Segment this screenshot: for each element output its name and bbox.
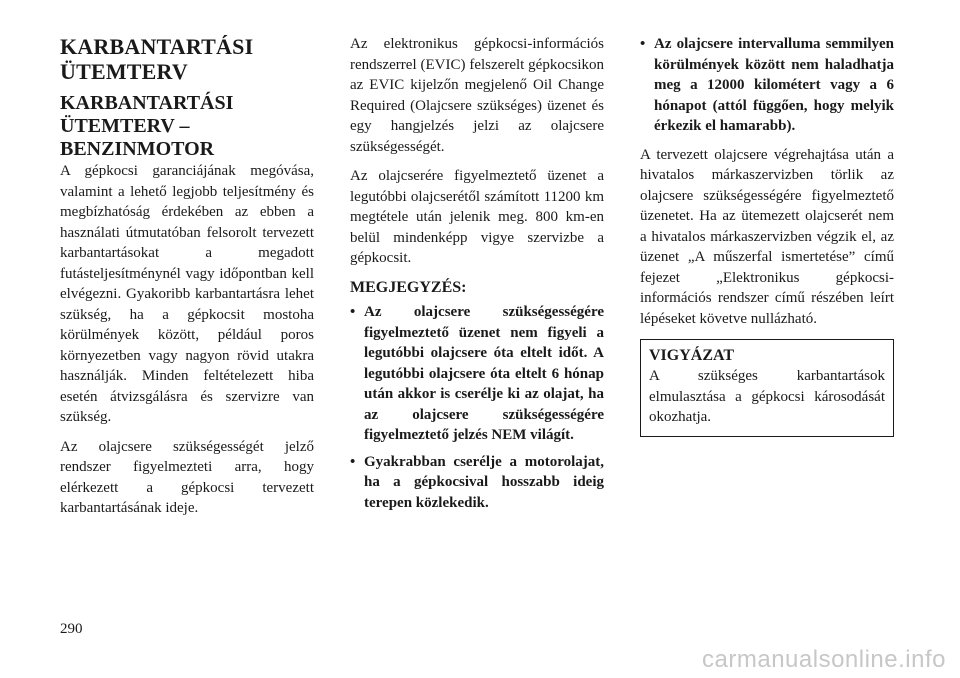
- oil-system-paragraph: Az olajcsere szükségességét jelző rendszer figyelmezteti arra, hogy elérkezett a gépkocsi tervezett karbantartásának ideje.: [60, 438, 314, 516]
- note-heading: MEGJEGYZÉS:: [350, 278, 467, 296]
- bullet-icon: •: [350, 453, 356, 470]
- evic-paragraph: Az elektronikus gépkocsi-információs rendszerrel (EVIC) felszerelt gépkocsikon az EVIC kijelzőn megjelenő Oil Change Required (Olajcsere szükséges) üzenet és egy hangjelzés jelzi az olajcsere szükségességét.: [350, 36, 604, 155]
- watermark: carmanualsonline.info: [702, 646, 946, 673]
- list-item: [350, 302, 604, 446]
- page-title: KARBANTARTÁSI ÜTEMTERV: [60, 34, 254, 84]
- list-item-text: Gyakrabban cserélje a motorolajat, ha a gépkocsival hosszabb ideig terepen közlekedik.: [364, 453, 604, 511]
- bullet-icon: •: [350, 304, 356, 320]
- section-heading: KARBANTARTÁSI ÜTEMTERV – BENZINMOTOR: [60, 92, 234, 160]
- list-item-text: Az olajcsere szükségességére figyelmeztető üzenet nem figyeli a legutóbbi olajcsere óta eltelt időt. A legutóbbi olajcsere óta eltelt 6 hónap után akkor is cserélje ki az olajat, ha az olajcsere szükségességére figyelmeztető jelzés NEM világít.: [364, 304, 604, 443]
- column-middle: [350, 34, 604, 521]
- column-left: [60, 34, 314, 528]
- warning-text: A szükséges karbantartások elmulasztása a gépkocsi károsodását okozhatja.: [649, 368, 885, 425]
- list-item: [640, 34, 894, 137]
- list-item-text: Az olajcsere intervalluma semmilyen körülmények között nem haladhatja meg a 12000 kilométert vagy a 6 hónapot (attól függően, hogy melyik érkezik el hamarabb).: [654, 36, 894, 134]
- note-list-continued: [640, 34, 894, 137]
- bullet-icon: •: [640, 36, 646, 52]
- page-number: 290: [60, 621, 83, 637]
- warning-title: VIGYÁZAT: [649, 347, 735, 364]
- warning-box: [640, 339, 894, 437]
- reset-paragraph: A tervezett olajcsere végrehajtása után a hivatalos márkaszervizben törlik az olajcsere szükségességére figyelmeztető üzenetet. Ha az ütemezett olajcserét nem a hivatalos márkaszervizben végzik el, az üzenet „A műszerfal ismertetése” című fejezet „Elektronikus gépkocsi-információs rendszer című részében leírt lépéseket követve nullázható.: [640, 146, 894, 327]
- column-right: [640, 34, 894, 437]
- list-item: [350, 452, 604, 514]
- intro-paragraph: A gépkocsi garanciájának megóvása, valamint a lehető legjobb teljesítmény és megbízhatóság érdekében az ebben a használati útmutatóban felsorolt tervezett karbantartásokat a megadott futásteljesítménynél vagy időpontban kell elvégezni. Gyakoribb karbantartásra lehet szükség, ha a gépkocsit mostoha körülmények között, például poros környezetben vagy nagyon rövid utakra használják. Minden feltételezett hiba esetén átvizsgálásra és szervizre van szükség.: [60, 163, 314, 425]
- note-list: [350, 302, 604, 513]
- oil-message-paragraph: Az olajcserére figyelmeztető üzenet a legutóbbi olajcserétől számított 11200 km megtétele után jelenik meg. 800 km-en belül mindenképp vigye szervizbe a gépkocsit.: [350, 168, 604, 266]
